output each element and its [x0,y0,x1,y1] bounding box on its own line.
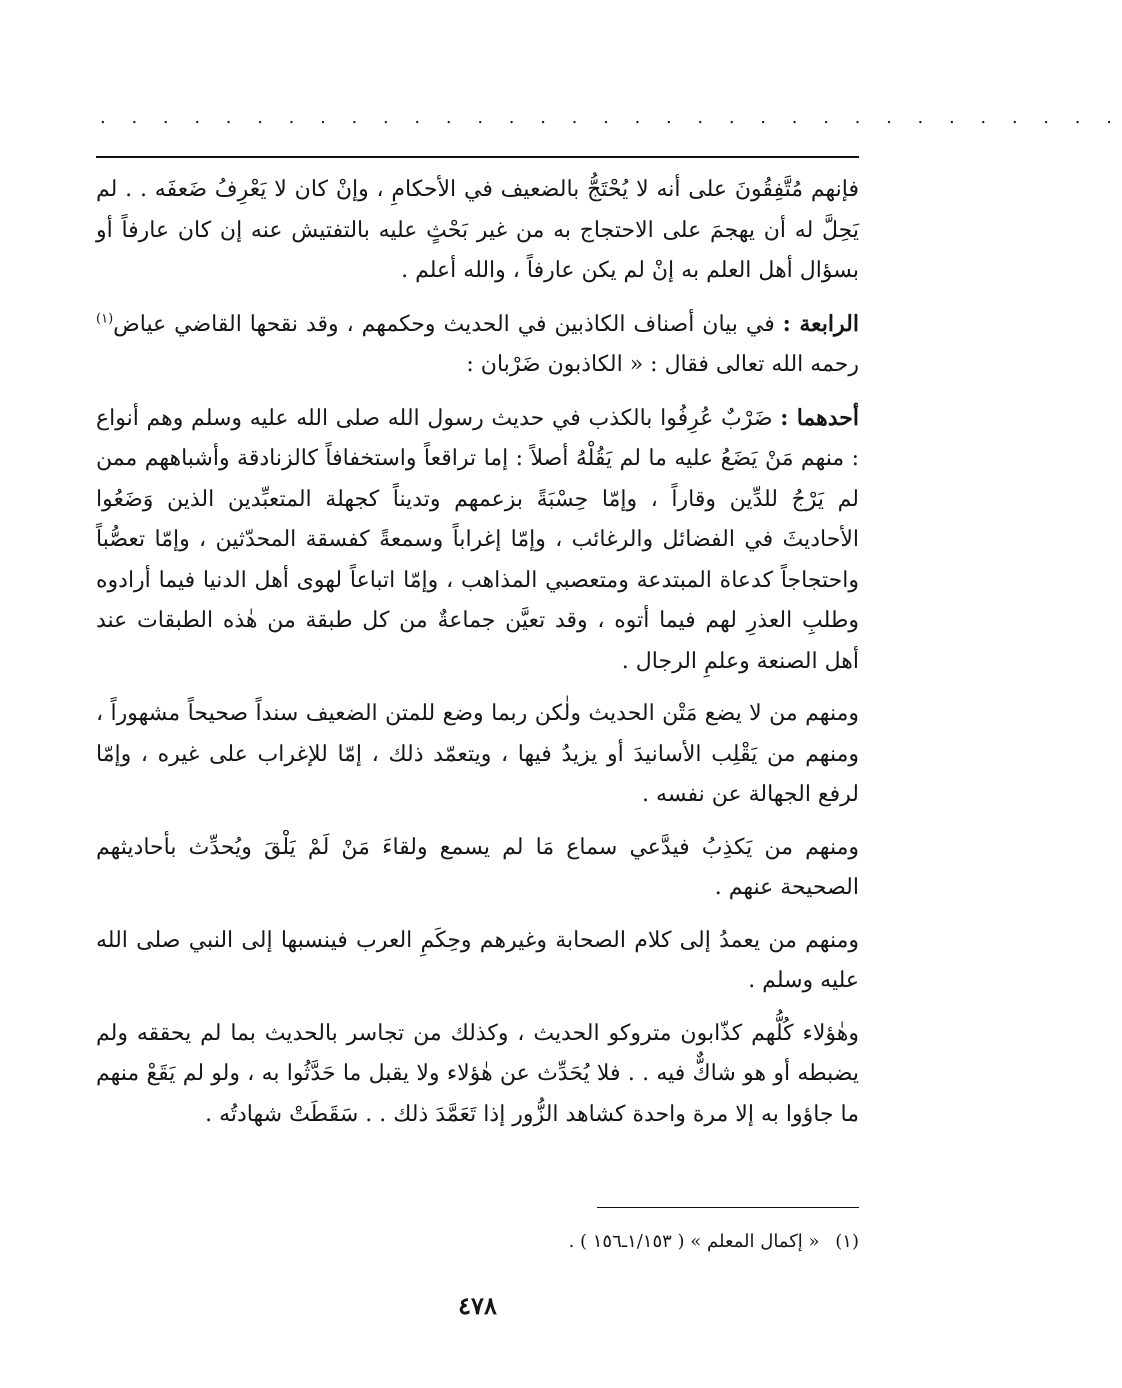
paragraph-text: وهٰؤلاء كُلُّهم كذّابون متروكو الحديث ، وكذلك من تجاسر بالحديث بما لم يحققه ولم يضبطه أو هو شاكٌّ فيه . . فلا يُحَدِّث عن هٰؤلاء ولا يقبل ما حَدَّثُوا به ، ولو لم يَقَعْ منهم ما جاؤوا به إلا مرة واحدة كشاهد الزُّور إذا تَعَمَّدَ ذلك . . سَقَطَتْ شهادتُه . [96,1020,859,1127]
paragraph-text: ومنهم من يعمدُ إلى كلام الصحابة وغيرهم وحِكَمِ العرب فينسبها إلى النبي صلى الله عليه وسلم . [96,927,859,993]
page-number: ٤٧٨ [458,1291,497,1320]
paragraph-1 [96,170,859,292]
header-dots: . . . . . . . . . . . . . . . . . . . . . . . . . . . . . . . . . [100,107,1122,128]
paragraph-3 [96,398,859,683]
footnote-text: « إكمال المعلم » ( ١/١٥٣ـ١٥٦ ) . [568,1231,820,1252]
paragraph-5 [96,828,859,909]
paragraph-6 [96,921,859,1002]
footnote-number: (١) [835,1231,859,1252]
paragraph-7 [96,1014,859,1136]
footnote-rule [597,1207,859,1208]
paragraph-text: ومنهم من لا يضع مَتْن الحديث ولٰكن ربما وضع للمتن الضعيف سنداً صحيحاً مشهوراً ، ومنهم من يَقْلِب الأسانيدَ أو يزيدُ فيها ، ويتعمّد ذلك ، إمّا للإغراب على غيره ، وإمّا لرفع الجهالة عن نفسه . [96,701,859,807]
paragraph-text-continued: رحمه الله تعالى فقال : « الكاذبون ضَرْبان : [466,352,859,377]
body-text [96,170,859,1147]
paragraph-4 [96,694,859,816]
footnote [96,1228,859,1256]
paragraph-lead: الرابعة : [782,310,859,337]
paragraph-text: فإنهم مُتَّفِقُونَ على أنه لا يُحْتَجُّ بالضعيف في الأحكامِ ، وإنْ كان لا يَعْرِفُ ضَعفَه . . لم يَحِلَّ له أن يهجمَ على الاحتجاج به من غير بَحْثٍ عليه بالتفتيش عنه إن كان عارفاً أو بسؤال أهل العلم به إنْ لم يكن عارفاً ، والله أعلم . [96,177,859,283]
paragraph-2 [96,304,859,386]
paragraph-text: في بيان أصناف الكاذبين في الحديث وحكمهم ، وقد نقحها القاضي عياض [113,311,783,337]
footnote-reference[interactable]: (١) [96,311,114,327]
paragraph-text: ومنهم من يَكذِبُ فيدَّعي سماع مَا لم يسمع ولقاءَ مَنْ لَمْ يَلْقَ ويُحدِّث بأحاديثهم الصحيحة عنهم . [96,834,859,900]
header-rule [96,156,859,158]
paragraph-lead: أحدهما : [780,404,859,431]
paragraph-text: ضَرْبٌ عُرِفُوا بالكذب في حديث رسول الله صلى الله عليه وسلم وهم أنواع : منهم مَنْ يَضَعُ عليه ما لم يَقُلْهُ أصلاً : إما تراقعاً واستخفافاً كالزنادقة وأشباههم ممن لم يَرْجُ للدِّين وقاراً ، وإمّا حِسْبَةً بزعمهم وتديناً كجهلة المتعبِّدين الذين وَضَعُوا الأحاديثَ في الفضائل والرغائب ، وإمّا إغراباً وسمعةً كفسقة المحدّثين ، وإمّا تعصُّباً واحتجاجاً كدعاة المبتدعة ومتعصبي المذاهب ، وإمّا اتباعاً لهوى أهل الدنيا فيما أرادوه وطلبِ العذرِ لهم فيما أتوه ، وقد تعيَّن جماعةٌ من كل طبقة من هٰذه الطبقات عند أهل الصنعة وعلمِ الرجال . [96,405,859,674]
